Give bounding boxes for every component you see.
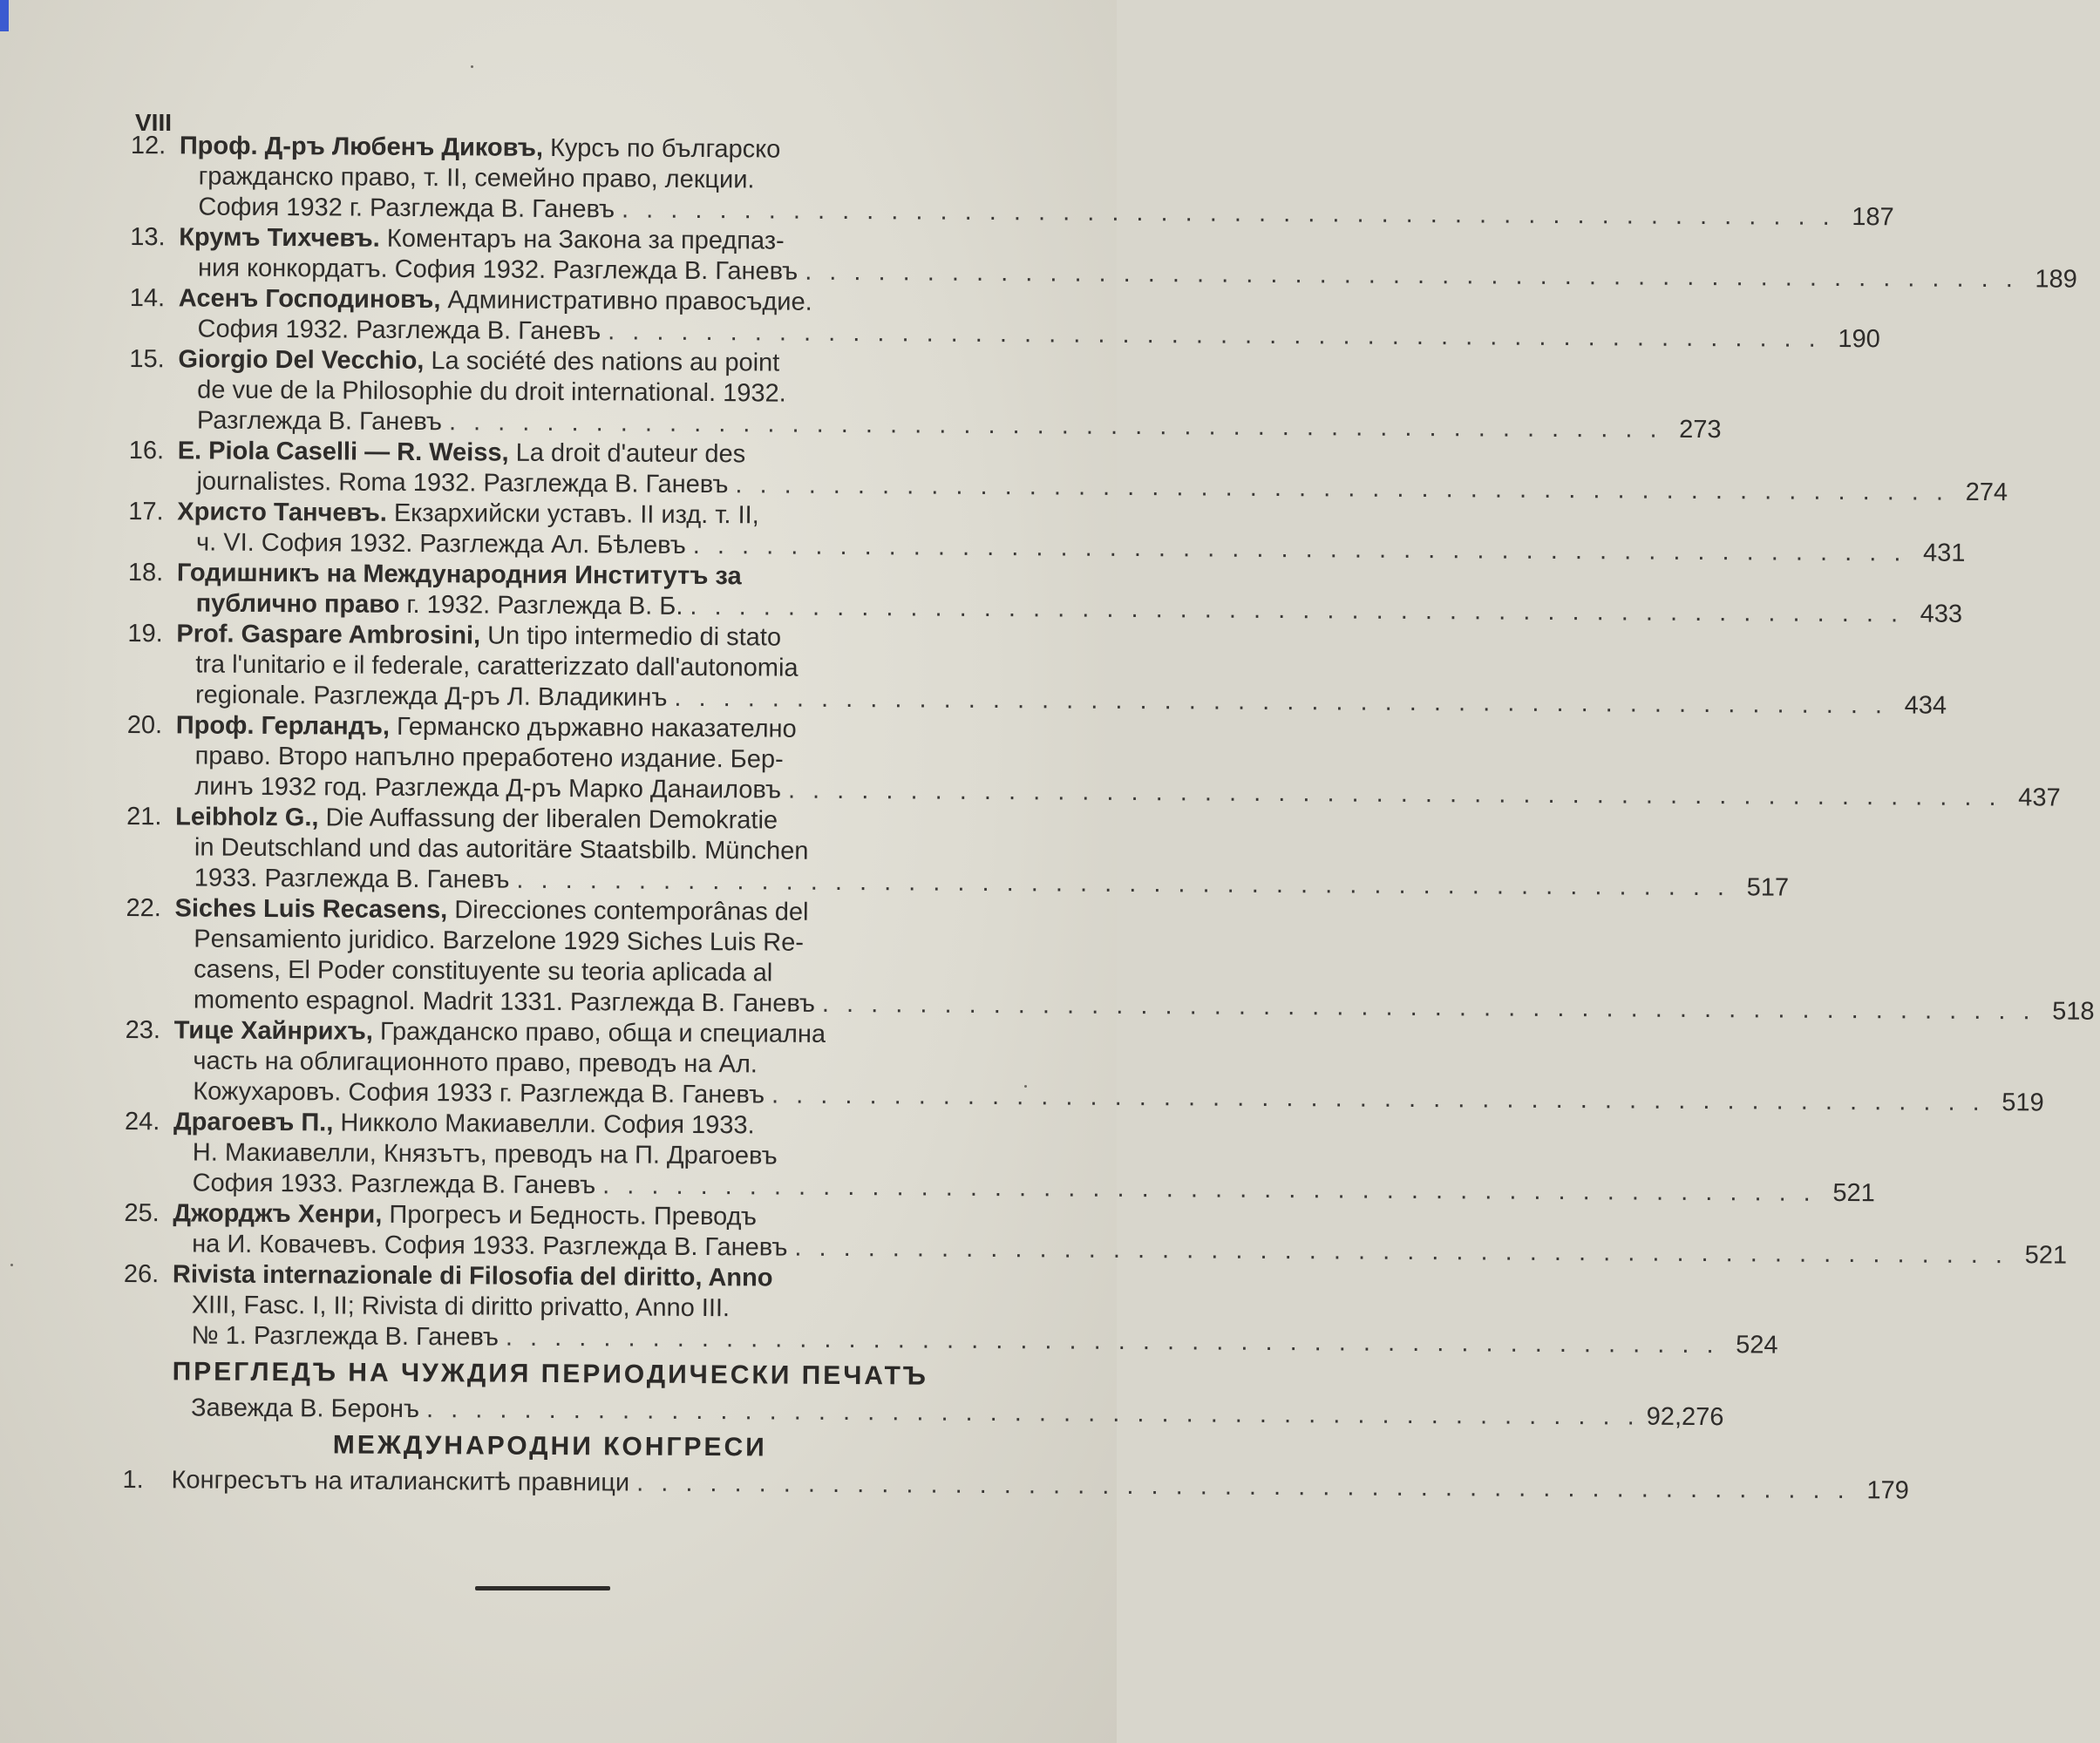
entry-text: София 1933. Разглежда В. Ганевъ	[192, 1169, 596, 1200]
section-item	[123, 1393, 1724, 1432]
toc-entry-line	[123, 1320, 1778, 1360]
toc-entry	[124, 1198, 2068, 1270]
entry-text: regionale. Разглежда Д-ръ Л. Владикинъ	[194, 681, 668, 712]
entry-author: Проф. Герландъ,	[175, 711, 391, 741]
toc-entry	[124, 1107, 1875, 1208]
entry-text: линъ 1932 год. Разглежда Д-ръ Марко Данаиловъ	[194, 772, 782, 804]
toc-entry-line	[125, 1168, 1875, 1208]
entry-text: София 1932 г. Разглежда В. Ганевъ	[198, 193, 615, 224]
entry-author: Prof. Gaspare Ambrosini,	[176, 620, 481, 650]
section-title: МЕЖДУНАРОДНИ КОНГРЕСИ	[332, 1430, 767, 1462]
entry-text: ния конкордатъ. София 1932. Разглежда В. Ганевъ	[197, 254, 799, 286]
toc-entry-line	[126, 1015, 980, 1051]
entry-text: гражданско право, т. II, семейно право, лекции.	[198, 162, 755, 194]
entry-author: Годишникъ на Международния Институтъ за	[176, 559, 742, 591]
entry-text: ч. VI. София 1932. Разглежда Ал. Бѣлевъ	[196, 528, 686, 560]
entry-text: Джорджъ Хенри, Прогресъ и Бедность. Преводъ	[173, 1199, 758, 1231]
entry-text: Prof. Gaspare Ambrosini, Un tipo intermedio di stato	[176, 620, 782, 652]
toc-entry-line	[126, 893, 980, 929]
toc-entry-line	[128, 527, 1966, 567]
entry-author: Проф. Д-ръ Любенъ Диковъ,	[179, 132, 544, 162]
entry-number: 20.	[126, 710, 163, 740]
entry-number: 24.	[124, 1107, 160, 1136]
entry-text: 1933. Разглежда В. Ганевъ	[194, 864, 510, 894]
entry-page-number: 521	[1832, 1178, 1875, 1208]
toc-entry-line	[129, 344, 983, 380]
entry-number: 14.	[129, 283, 166, 313]
toc-entry-line	[131, 161, 985, 197]
toc-entry-line	[126, 985, 2095, 1026]
entry-text: Проф. Д-ръ Любенъ Диковъ, Курсъ по българско	[179, 132, 781, 164]
entry-page-number: 189	[2035, 265, 2077, 294]
toc-entry-line	[125, 1046, 979, 1082]
entry-page-number: 524	[1736, 1331, 1778, 1360]
paper-speck	[10, 1264, 13, 1266]
toc-entry-line	[130, 314, 1880, 354]
dot-leader	[822, 989, 2035, 1027]
toc-entry	[130, 222, 2077, 294]
entry-number: 15.	[129, 344, 165, 374]
entry-author: Джорджъ Хенри,	[173, 1199, 383, 1229]
toc-entry-line	[128, 558, 982, 593]
closing-rule	[475, 1586, 610, 1590]
toc-entry-line	[131, 131, 985, 166]
entry-text: Проф. Герландъ, Германско държавно наказателно	[175, 711, 797, 743]
entry-text: Leibholz G., Die Auffassung der liberalen Demokratie	[175, 803, 778, 835]
entry-text: journalistes. Roma 1932. Разглежда В. Ганевъ	[196, 467, 729, 499]
entry-text: публично право г. 1932. Разглежда В. Б.	[195, 589, 683, 621]
entry-text: casens, El Poder constituyente su teoria aplicada al	[194, 955, 773, 987]
entry-page-number: 273	[1679, 415, 1722, 444]
entry-text: Кожухаровъ. София 1933 г. Разглежда В. Ганевъ	[193, 1077, 765, 1109]
toc-entry-line	[124, 1229, 2068, 1270]
toc-entry-line	[126, 924, 980, 960]
entry-text: Конгресътъ на италианскитѣ правници	[171, 1466, 630, 1497]
entry-page-number: 187	[1852, 203, 1894, 232]
entry-author: Драгоевъ П.,	[173, 1108, 334, 1137]
toc-entry-line	[127, 710, 982, 746]
entry-number: 18.	[127, 558, 164, 587]
entry-author: Rivista internazionale di Filosofia del diritto, Anno	[172, 1260, 773, 1292]
entry-text: часть на облигационното право, преводъ на Ал.	[193, 1047, 758, 1079]
toc-entry	[128, 497, 1966, 567]
entry-page-number: 92,276	[1646, 1402, 1724, 1432]
toc-entry-line	[127, 649, 982, 685]
entry-page-number: 521	[2024, 1241, 2068, 1270]
entry-text: Разглежда В. Ганевъ	[196, 406, 443, 437]
entry-number: 13.	[130, 222, 166, 252]
entry-text	[173, 1259, 773, 1293]
toc-entry	[123, 1259, 1778, 1360]
toc-entry	[126, 802, 1790, 902]
page-folio: VIII	[135, 109, 173, 136]
toc-entry-line	[126, 863, 1790, 902]
toc-entry-line	[125, 1137, 979, 1173]
toc-entry-line	[128, 466, 2008, 507]
entry-page-number: 190	[1838, 324, 1880, 354]
entry-text: София 1932. Разглежда В. Ганевъ	[197, 315, 601, 346]
toc-entry-line	[126, 802, 981, 838]
entry-text: № 1. Разглежда В. Ганевъ	[191, 1321, 500, 1352]
entry-number: 1.	[122, 1465, 144, 1495]
page-edge-strip	[0, 0, 9, 31]
entry-text	[177, 558, 742, 592]
entry-page-number: 179	[1866, 1476, 1909, 1505]
entry-author: E. Piola Caselli — R. Weiss,	[177, 437, 509, 467]
entry-text: на И. Ковачевъ. София 1933. Разглежда В. Ганевъ	[192, 1230, 788, 1262]
toc-entry	[130, 131, 1894, 232]
toc-entry-line	[125, 1107, 979, 1143]
entry-author: Асенъ Господиновъ,	[178, 284, 441, 315]
entry-page-number: 517	[1746, 873, 1790, 902]
entry-text: Драгоевъ П., Никколо Макиавелли. София 1933.	[173, 1108, 755, 1140]
entry-page-number: 433	[1920, 600, 1963, 628]
entry-text: in Deutschland und das autoritäre Staatsbilb. München	[194, 833, 809, 865]
toc-entry	[129, 283, 1880, 354]
toc-entry-line	[127, 680, 1947, 720]
entry-number: 17.	[128, 497, 164, 526]
entry-author: Siches Luis Recasens,	[174, 894, 448, 925]
entry-page-number: 431	[1922, 539, 1966, 567]
paper-speck	[471, 65, 473, 68]
entry-number: 26.	[123, 1259, 160, 1289]
toc-entry-line	[124, 1259, 978, 1295]
entry-author: Христо Танчевъ.	[177, 498, 387, 527]
entry-text: E. Piola Caselli — R. Weiss, La droit d'auteur des	[177, 437, 746, 469]
entry-author: Тице Хайнрихъ,	[173, 1016, 373, 1046]
entry-number: 16.	[128, 436, 165, 465]
toc-entry-line	[129, 375, 983, 410]
toc-entry-line	[127, 741, 982, 777]
entry-text: Христо Танчевъ. Екзархийски уставъ. II изд. т. II,	[177, 498, 759, 530]
entry-text: Крумъ Тихчевъ. Коментаръ на Закона за предпаз-	[179, 223, 785, 255]
toc-entry-line	[124, 1198, 978, 1234]
toc-entry-line	[126, 954, 980, 990]
toc-entry-line	[128, 588, 1963, 628]
entry-page-number: 274	[1965, 478, 2008, 507]
dot-leader	[805, 257, 2018, 295]
entry-text: tra l'unitario e il federale, caratterizzato dall'autonomia	[195, 650, 799, 682]
toc-entry-line	[125, 1076, 2044, 1117]
section-title: ПРЕГЛЕДЪ НА ЧУЖДИЯ ПЕРИОДИЧЕСКИ ПЕЧАТЪ	[172, 1357, 929, 1391]
entry-author: Крумъ Тихчевъ.	[179, 223, 380, 253]
section-item	[122, 1465, 1909, 1505]
entry-page-number: 437	[2018, 783, 2061, 812]
entry-text: XIII, Fasc. I, II; Rivista di diritto privatto, Anno III.	[191, 1291, 731, 1323]
toc-entry	[126, 710, 2061, 812]
entry-text: Giorgio Del Vecchio, La société des nations au point	[178, 345, 780, 377]
entry-number: 19.	[127, 619, 163, 648]
entry-page-number: 518	[2052, 997, 2095, 1026]
entry-text: momento espagnol. Madrit 1331. Разглежда В. Ганевъ	[193, 986, 816, 1018]
entry-author: Giorgio Del Vecchio,	[178, 345, 425, 376]
toc-entry-line	[128, 497, 982, 532]
toc-entry-line	[130, 192, 1894, 232]
toc-entry	[128, 436, 2008, 507]
entry-author: Leibholz G.,	[175, 803, 319, 832]
toc-entry-line	[127, 619, 982, 654]
entry-text: Тице Хайнрихъ, Гражданско право, обща и специална	[173, 1016, 826, 1048]
toc-entry	[127, 619, 1947, 720]
toc-entry	[129, 344, 1722, 444]
entry-author: публично право	[195, 589, 400, 619]
paper-speck	[1024, 1085, 1027, 1088]
toc-entry-line	[129, 436, 983, 471]
entry-number: 21.	[126, 802, 162, 831]
toc-entry-line	[126, 832, 981, 868]
entry-text: право. Второ напълно преработено издание. Бер-	[194, 742, 784, 774]
toc-entry	[126, 893, 2095, 1026]
entry-number: 12.	[130, 131, 167, 160]
entry-number: 22.	[126, 893, 161, 923]
entry-text: Siches Luis Recasens, Direcciones contemporânas del	[174, 894, 809, 926]
entry-text: de vue de la Philosophie du droit international. 1932.	[197, 376, 786, 408]
entry-text: Pensamiento juridico. Barzelone 1929 Siches Luis Re-	[194, 925, 805, 957]
entry-text: Асенъ Господиновъ, Административно правосъдие.	[178, 284, 812, 316]
entry-number: 25.	[124, 1198, 160, 1228]
entry-page-number: 519	[2001, 1089, 2044, 1117]
entry-page-number: 434	[1904, 691, 1947, 720]
dot-leader	[636, 1468, 1850, 1507]
entry-number: 23.	[125, 1015, 161, 1045]
toc-entry-line	[129, 405, 1722, 444]
entry-text: Завежда В. Беронъ	[190, 1394, 420, 1424]
toc-entry-line	[126, 771, 2061, 812]
toc-entry	[125, 1015, 2044, 1117]
entry-text: Н. Макиавелли, Князътъ, преводъ на П. Драгоевъ	[192, 1138, 778, 1170]
toc-entry-line	[130, 253, 2077, 294]
toc-entry-line	[130, 283, 984, 319]
toc-entry-line	[124, 1290, 978, 1326]
toc-entry	[127, 558, 1963, 628]
toc-entry-line	[130, 222, 984, 258]
table-of-contents	[122, 131, 2095, 1505]
